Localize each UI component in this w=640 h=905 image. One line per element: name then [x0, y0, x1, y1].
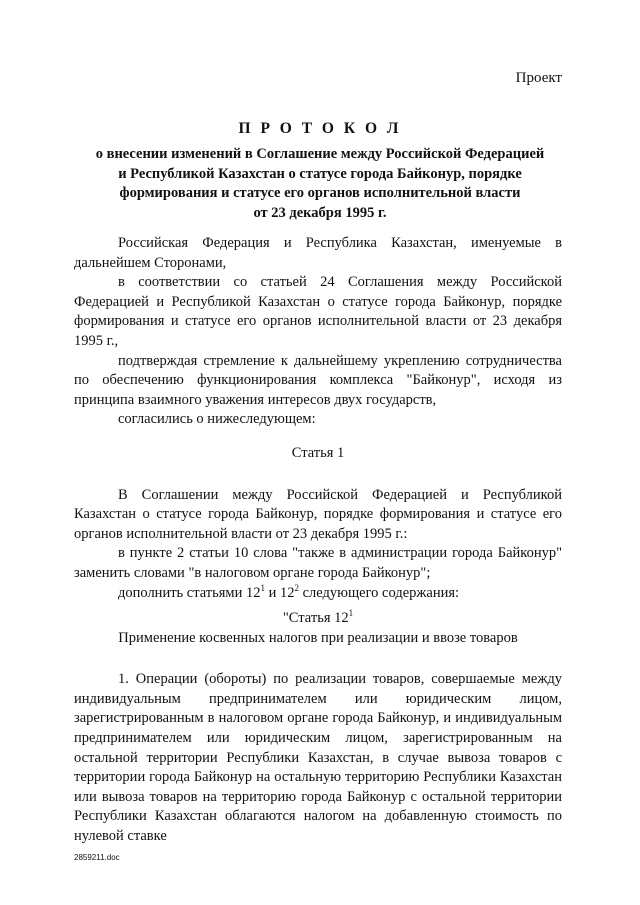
article-1-paragraph-2: в пункте 2 статьи 10 слова "также в администрации города Байконур" заменить словами "в налоговом органе города Байконур"; — [74, 545, 562, 581]
footer-filename: 2859211.doc — [74, 853, 120, 862]
article-12-1-heading — [74, 609, 562, 629]
draft-label: Проект — [515, 70, 562, 86]
text-fragment: "Статья 12 — [282, 610, 349, 627]
superscript: 2 — [294, 582, 299, 593]
intro-paragraph-basis: в соответствии со статьей 24 Соглашения между Российской Федерацией и Республикой Казахстан о статусе города Байконур, порядке формирования и статусе его органов исполнительной власти от 23 декабря 1995 г., — [74, 274, 562, 349]
article-1-heading: Статья 1 — [291, 444, 345, 461]
subtitle-line: формирования и статусе его органов исполнительной власти — [119, 185, 521, 201]
document-body — [74, 234, 562, 847]
intro-paragraph-aspiration: подтверждая стремление к дальнейшему укреплению сотрудничества по обеспечению функционирования комплекса "Байконур", исходя из принципа взаимного уважения интересов двух государств, — [74, 352, 562, 408]
subtitle-line: о внесении изменений в Соглашение между Российской Федерацией — [95, 146, 545, 162]
article-1-paragraph-1: В Соглашении между Российской Федерацией и Республикой Казахстан о статусе города Байконур, порядке формирования и статусе его органов исполнительной власти от 23 декабря 1995 г.: — [74, 486, 562, 542]
document-subtitle — [70, 145, 570, 223]
text-fragment: дополнить статьями 12 — [118, 584, 261, 601]
text-fragment: и 12 — [264, 584, 295, 601]
text-fragment: следующего содержания: — [298, 584, 460, 601]
superscript: 1 — [348, 608, 354, 619]
document-title: П Р О Т О К О Л — [238, 120, 402, 137]
subtitle-line: и Республикой Казахстан о статусе города Байконур, порядке — [118, 165, 522, 182]
article-12-1-paragraph-1: 1. Операции (обороты) по реализации товаров, совершаемые между индивидуальным предпринимателем или юридическим лицом, зарегистрированным в налоговом органе города Байконур, и индивидуальным предпринимателем или юридическим лицом, зарегистрированным на остальной территории Республики Казахстан, в случае вывоза товаров с территории города Байконур на остальную территорию Республики Казахстан или вывоза товаров на территорию города Байконур с остальной территории Республики Казахстан облагаются налогом на добавленную стоимость по нулевой ставке — [74, 671, 562, 845]
intro-paragraph-parties: Российская Федерация и Республика Казахстан, именуемые в дальнейшем Сторонами, — [74, 235, 562, 271]
subtitle-line: от 23 декабря 1995 г. — [253, 204, 387, 221]
superscript: 1 — [260, 582, 265, 593]
intro-paragraph-agreed: согласились о нижеследующем: — [118, 411, 316, 428]
article-12-1-subheading: Применение косвенных налогов при реализации и ввозе товаров — [118, 629, 518, 646]
article-1-paragraph-3 — [74, 584, 562, 604]
